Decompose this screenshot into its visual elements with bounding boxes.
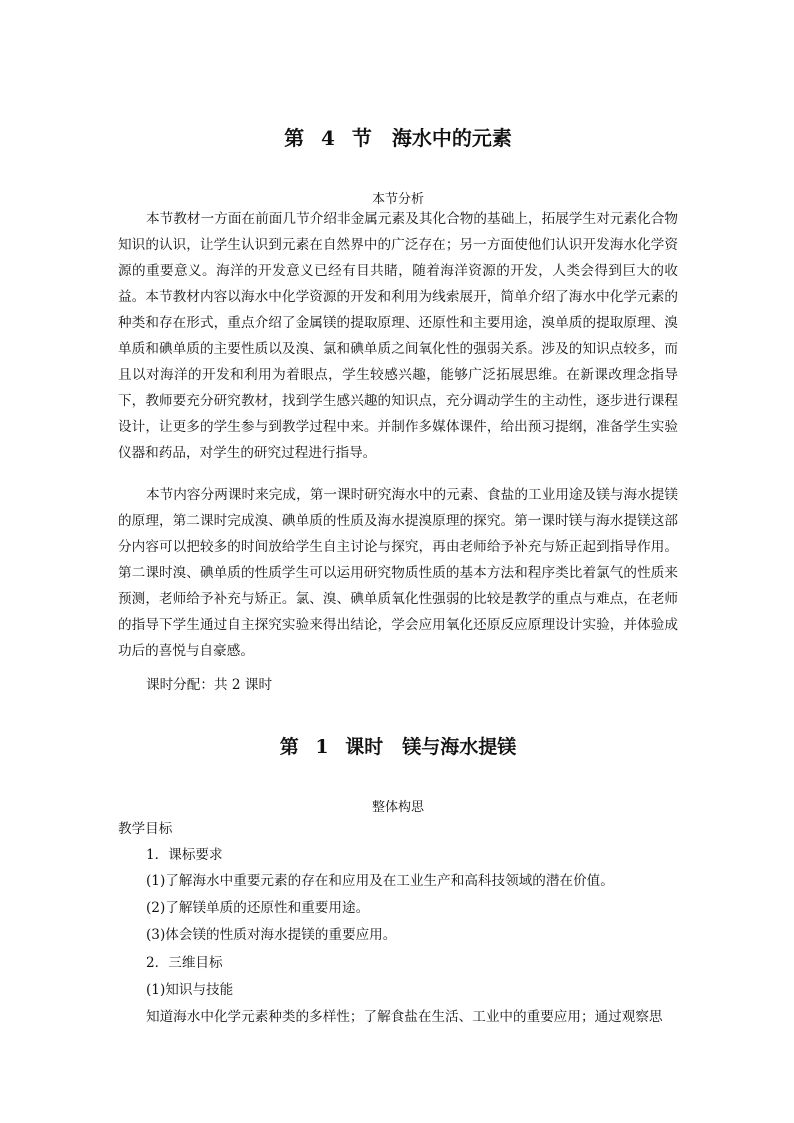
goals-label: 教学目标 — [118, 821, 173, 837]
analysis-paragraph-2: 本节内容分两课时来完成，第一课时研究海水中的元素、食盐的工业用途及镁与海水提镁的原理，第二课时完成溴、碘单质的性质及海水提溴原理的探究。第一课时镁与海水提镁这部分内容可以把较多的时间放给学生自主讨论与探究，再由老师给予补充与矫正起到指导作用。第二课时溴、碘单质的性质学生可以运用研究物质性质的基本方法和程序类比着氯气的性质来预测，老师给予补充与矫正。氯、溴、碘单质氧化性强弱的比较是教学的重点与难点，在老师的指导下学生通过自主探究实验来得出结论，学会应用氧化还原反应原理设计实验，并体验成功后的喜悦与自豪感。 — [118, 487, 678, 659]
goal-item-1-2: (2)了解镁单质的还原性和重要用途。 — [146, 900, 370, 916]
analysis-heading: 本节分析 — [371, 192, 424, 207]
section-title: 第 4 节 海水中的元素 — [284, 126, 512, 150]
schedule-line: 课时分配：共 2 课时 — [146, 677, 273, 693]
design-heading: 整体构思 — [371, 800, 424, 815]
goal-item-1-3: (3)体会镁的性质对海水提镁的重要应用。 — [146, 927, 397, 943]
goal-item-1-1: (1)了解海水中重要元素的存在和应用及在工业生产和高科技领域的潜在价值。 — [146, 873, 614, 889]
goal-item-2-1: (1)知识与技能 — [146, 982, 234, 998]
goal-item-2: 2．三维目标 — [146, 955, 223, 971]
goal-item-1: 1．课标要求 — [146, 847, 223, 863]
goal-item-2-1-text: 知道海水中化学元素种类的多样性；了解食盐在生活、工业中的重要应用；通过观察思 — [146, 1009, 663, 1025]
analysis-paragraph-1: 本节教材一方面在前面几节介绍非金属元素及其化合物的基础上，拓展学生对元素化合物知识的认识，让学生认识到元素在自然界中的广泛存在；另一方面使他们认识开发海水化学资源的重要意义。海洋的开发意义已经有目共睹，随着海洋资源的开发，人类会得到巨大的收益。本节教材内容以海水中化学资源的开发和利用为线索展开，简单介绍了海水中化学元素的种类和存在形式，重点介绍了金属镁的提取原理、还原性和主要用途，溴单质的提取原理、溴单质和碘单质的主要性质以及溴、氯和碘单质之间氧化性的强弱关系。涉及的知识点较多，而且以对海洋的开发和利用为着眼点，学生较感兴趣，能够广泛拓展思维。在新课改理念指导下，教师要充分研究教材，找到学生感兴趣的知识点，充分调动学生的主动性，逐步进行课程设计，让更多的学生参与到教学过程中来。并制作多媒体课件，给出预习提纲，准备学生实验仪器和药品，对学生的研究过程进行指导。 — [118, 211, 678, 461]
lesson-title: 第 1 课时 镁与海水提镁 — [279, 736, 517, 758]
